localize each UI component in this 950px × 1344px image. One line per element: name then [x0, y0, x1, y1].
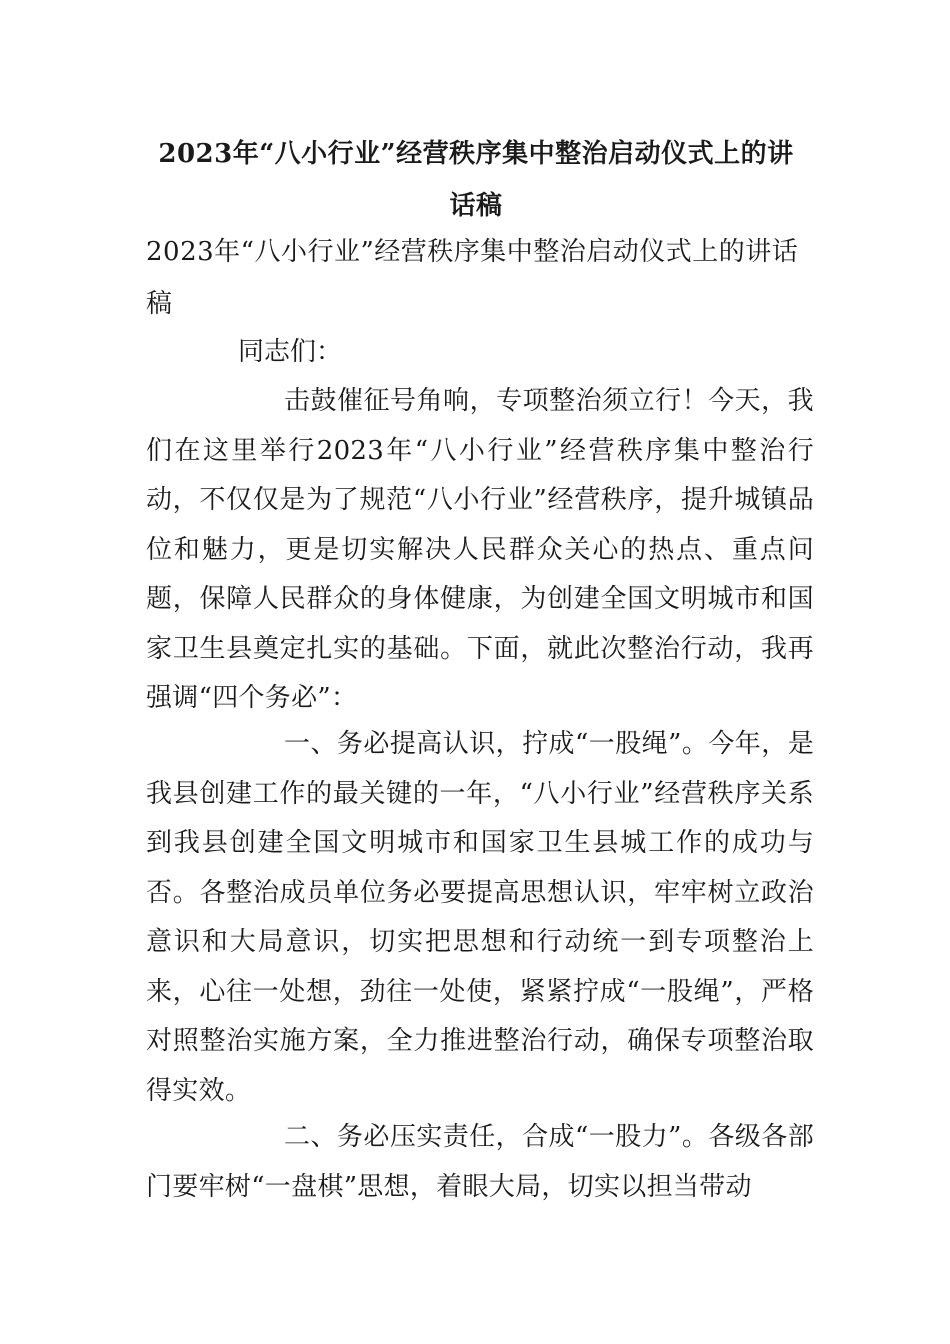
- document-subtitle: 2023年“八小行业”经营秩序集中整治启动仪式上的讲话稿: [146, 237, 799, 319]
- paragraph-point-two: 二、务必压实责任，合成“一股力”。各级各部门要牢树“一盘棋”思想，着眼大局，切实以担当带动: [146, 1122, 814, 1202]
- paragraph-point-one: 一、务必提高认识，拧成“一股绳”。今年，是我县创建工作的最关键的一年，“八小行业”经营秩序关系到我县创建全国文明城市和国家卫生县城工作的成功与否。各整治成员单位务必要提高思想认识，牢牢树立政治意识和大局意识，切实把思想和行动统一到专项整治上来，心往一处想，劲往一处使，紧紧拧成“一股绳”，严格对照整治实施方案，全力推进整治行动，确保专项整治取得实效。: [146, 729, 814, 1106]
- salutation: 同志们：: [238, 337, 343, 367]
- paragraph-intro: 击鼓催征号角响，专项整治须立行！今天，我们在这里举行2023年“八小行业”经营秩序集中整治行动，不仅仅是为了规范“八小行业”经营秩序，提升城镇品位和魅力，更是切实解决人民群众关心的热点、重点问题，保障人民群众的身体健康，为创建全国文明城市和国家卫生县奠定扎实的基础。下面，就此次整治行动，我再强调“四个务必”：: [146, 386, 814, 713]
- document-title: 2023年“八小行业”经营秩序集中整治启动仪式上的讲话稿: [158, 139, 794, 221]
